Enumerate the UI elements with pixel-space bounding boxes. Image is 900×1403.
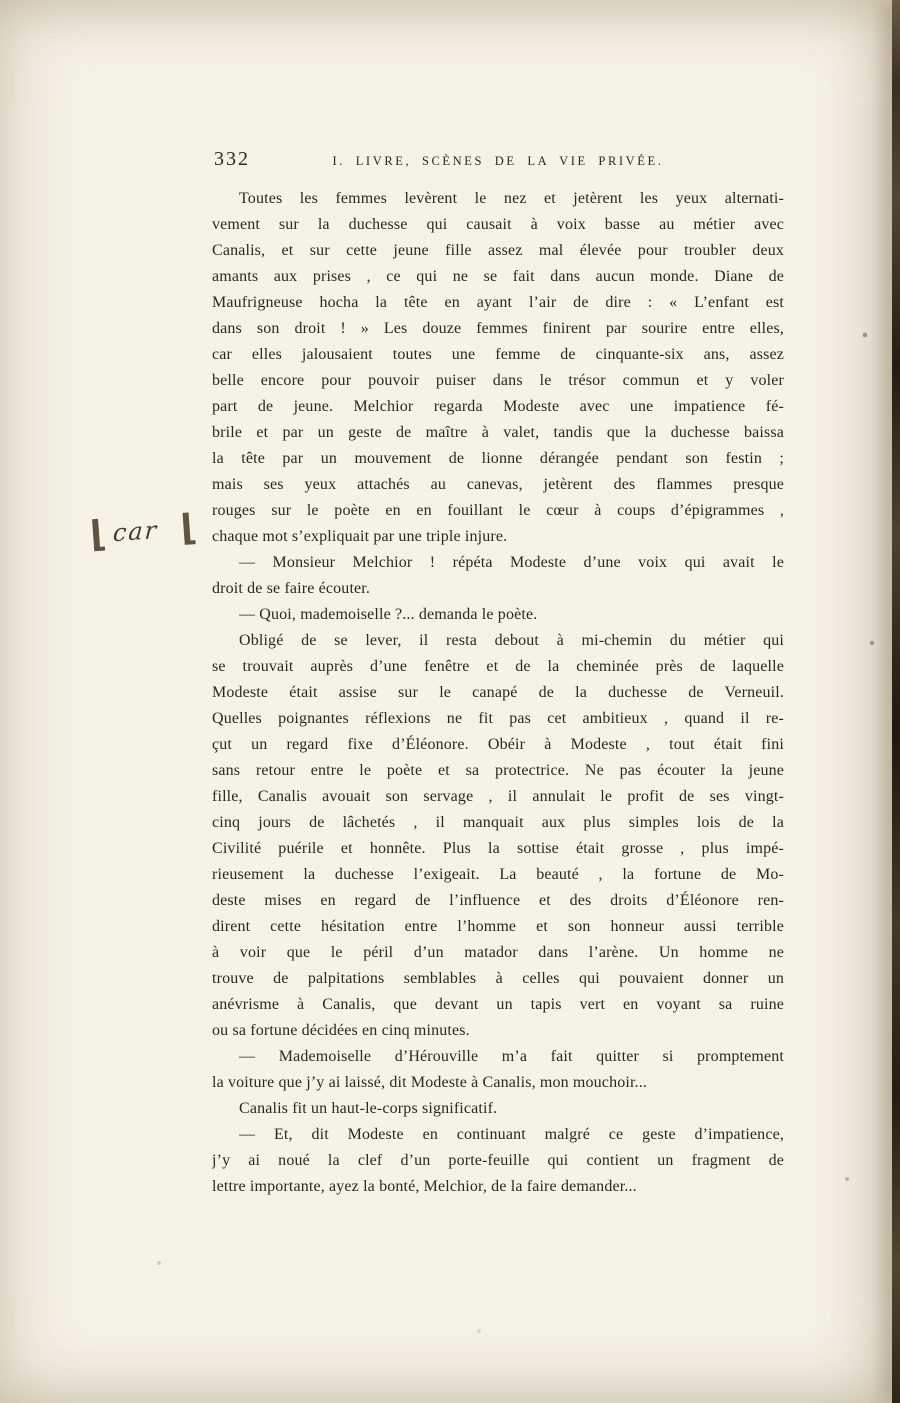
text-line: — Quoi, mademoiselle ?... demanda le poète. <box>239 606 538 623</box>
text-line: — Et, dit Modeste en continuant malgré ce geste d’impatience, <box>239 1126 784 1143</box>
text-line: j’y ai noué la clef d’un porte-feuille qui contient un fragment de <box>212 1152 784 1169</box>
text-line: fille, Canalis avouait son servage , il annulait le profit de ses vingt- <box>212 788 784 805</box>
text-line: Canalis, et sur cette jeune fille assez mal élevée pour troubler deux <box>212 242 784 259</box>
page-header <box>212 148 784 176</box>
running-title: I. LIVRE, SCÈNES DE LA VIE PRIVÉE. <box>332 154 664 168</box>
text-line: la voiture que j’y ai laissé, dit Modeste à Canalis, mon mouchoir... <box>212 1074 648 1091</box>
text-line: trouve de palpitations semblables à celles qui pouvaient donner un <box>212 970 784 987</box>
text-line: ou sa fortune décidées en cinq minutes. <box>212 1022 470 1039</box>
text-line: — Monsieur Melchior ! répéta Modeste d’une voix qui avait le <box>239 554 784 571</box>
text-line: anévrisme à Canalis, que devant un tapis vert en voyant sa ruine <box>212 996 784 1013</box>
annotation-word: car <box>112 515 160 548</box>
text-line: chaque mot s’expliquait par une triple injure. <box>212 528 508 545</box>
text-line: dirent cette hésitation entre l’homme et son honneur aussi terrible <box>212 918 784 935</box>
text-line: part de jeune. Melchior regarda Modeste avec une impatience fé- <box>212 398 784 415</box>
text-line: car elles jalousaient toutes une femme de cinquante-six ans, assez <box>212 346 784 363</box>
scan-edge-shadow <box>892 0 900 1403</box>
text-line: Toutes les femmes levèrent le nez et jetèrent les yeux alternati- <box>239 190 784 207</box>
text-line: Quelles poignantes réflexions ne fit pas cet ambitieux , quand il re- <box>212 710 784 727</box>
text-line: Modeste était assise sur le canapé de la duchesse de Verneuil. <box>212 684 784 701</box>
paper-specks <box>0 0 2 2</box>
text-line: Maufrigneuse hocha la tête en ayant l’air de dire : « L’enfant est <box>212 294 784 311</box>
text-line: deste mises en regard de l’influence et des droits d’Éléonore ren- <box>212 892 784 909</box>
text-line: sans retour entre le poète et sa protectrice. Ne pas écouter la jeune <box>212 762 784 779</box>
text-line: Canalis fit un haut-le-corps significatif. <box>239 1100 498 1117</box>
text-line: à voir que le péril d’un matador dans l’arène. Un homme ne <box>212 944 784 961</box>
text-line: droit de se faire écouter. <box>212 580 371 597</box>
text-line: vement sur la duchesse qui causait à voix basse au métier avec <box>212 216 784 233</box>
text-line: Obligé de se lever, il resta debout à mi-chemin du métier qui <box>239 632 784 649</box>
text-line: çut un regard fixe d’Éléonore. Obéir à Modeste , tout était fini <box>212 736 784 753</box>
text-line: mais ses yeux attachés au canevas, jetèrent des flammes presque <box>212 476 784 493</box>
text-line: rouges sur le poète en en fouillant le cœur à coups d’épigrammes , <box>212 502 784 519</box>
text-line: Civilité puérile et honnête. Plus la sottise était grosse , plus impé- <box>212 840 784 857</box>
annotation-bracket-icon: ⌊ <box>88 513 108 556</box>
text-line: lettre importante, ayez la bonté, Melchior, de la faire demander... <box>212 1178 637 1195</box>
page-number: 332 <box>214 148 250 170</box>
text-line: — Mademoiselle d’Hérouville m’a fait quitter si promptement <box>239 1048 784 1065</box>
text-line: cinq jours de lâchetés , il manquait aux plus simples lois de la <box>212 814 784 831</box>
text-line: dans son droit ! » Les douze femmes finirent par sourire entre elles, <box>212 320 784 337</box>
text-line: se trouvait auprès d’une fenêtre et de la cheminée près de laquelle <box>212 658 784 675</box>
text-line: brile et par un geste de maître à valet, tandis que la duchesse baissa <box>212 424 784 441</box>
text-line: rieusement la duchesse l’exigeait. La beauté , la fortune de Mo- <box>212 866 784 883</box>
margin-annotation <box>89 508 199 555</box>
annotation-bracket-icon: ⌊ <box>179 507 199 550</box>
page-text <box>212 186 784 1200</box>
text-line: la tête par un mouvement de lionne dérangée pendant son festin ; <box>212 450 784 467</box>
text-line: amants aux prises , ce qui ne se fait dans aucun monde. Diane de <box>212 268 784 285</box>
text-line: belle encore pour pouvoir puiser dans le trésor commun et y voler <box>212 372 784 389</box>
